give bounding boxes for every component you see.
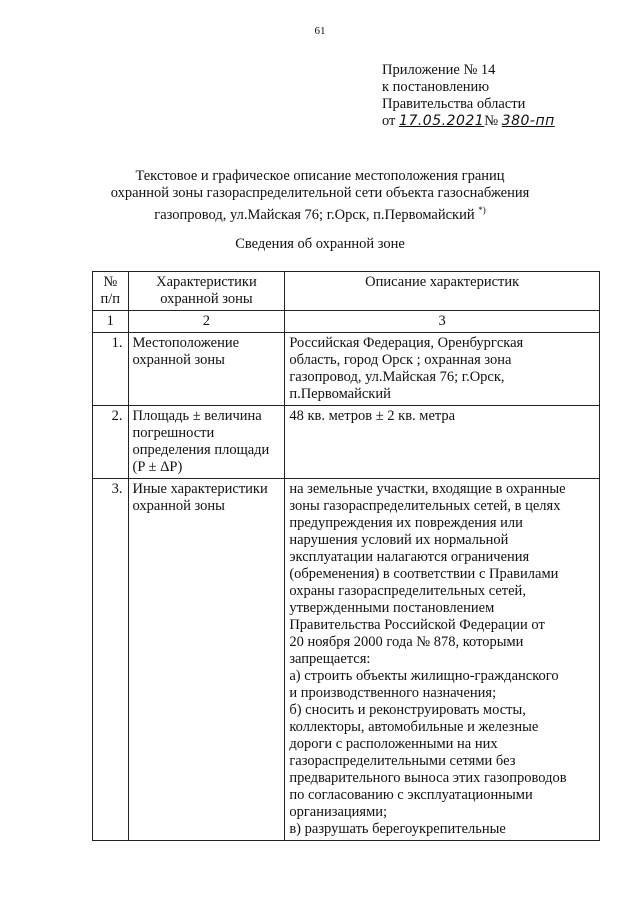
number-prefix: № <box>484 113 499 129</box>
row-description <box>285 406 600 479</box>
title-line-3: газопровод, ул.Майская 76; г.Орск, п.Первомайский <box>154 206 475 223</box>
description-line: организациями; <box>289 804 388 820</box>
header-characteristic: Характеристики охранной зоны <box>128 272 285 311</box>
row-characteristic: Местоположение охранной зоны <box>128 333 285 406</box>
row-characteristic: Площадь ± величина погрешности определения площади (P ± ΔP) <box>128 406 285 479</box>
description-line: газораспределительными сетями без <box>289 753 516 769</box>
description-line: эксплуатации налагаются ограничения <box>289 549 530 565</box>
description-line: Правительства Российской Федерации от <box>289 617 545 633</box>
description-line: и производственного назначения; <box>289 685 497 701</box>
column-number-3: 3 <box>285 311 600 333</box>
description-line: 48 кв. метров ± 2 кв. метра <box>289 408 456 424</box>
protection-zone-table <box>92 271 600 841</box>
handwritten-number: 380-пп <box>501 113 555 129</box>
table-row <box>93 333 600 406</box>
description-line: утвержденными постановлением <box>289 600 495 616</box>
description-line: нарушения условий их нормальной <box>289 532 509 548</box>
row-description <box>285 333 600 406</box>
description-line: предварительного выноса этих газопроводов <box>289 770 567 786</box>
description-line: газопровод, ул.Майская 76; г.Орск, <box>289 369 505 385</box>
row-number: 3. <box>93 479 129 841</box>
appendix-line-1: Приложение № 14 <box>382 62 496 78</box>
column-numbers-row <box>93 311 600 333</box>
description-line: в) разрушать берегоукрепительные <box>289 821 506 837</box>
title-line-3-wrapper <box>60 202 580 224</box>
table-header-row <box>93 272 600 311</box>
title-line-1: Текстовое и графическое описание местоположения границ <box>135 168 505 184</box>
page-number: 61 <box>314 25 326 37</box>
appendix-date-line <box>382 113 612 130</box>
date-prefix: от <box>382 113 396 129</box>
description-line: запрещается: <box>289 651 371 667</box>
header-number: № п/п <box>93 272 129 311</box>
row-number: 2. <box>93 406 129 479</box>
handwritten-date: 17.05.2021 <box>399 113 485 129</box>
appendix-line-3: Правительства области <box>382 96 526 112</box>
row-number: 1. <box>93 333 129 406</box>
description-line: охраны газораспределительных сетей, <box>289 583 526 599</box>
section-title: Сведения об охранной зоне <box>235 236 405 252</box>
row-description <box>285 479 600 841</box>
column-number-2: 2 <box>128 311 285 333</box>
description-line: Российская Федерация, Оренбургская <box>289 335 524 351</box>
description-line: зоны газораспределительных сетей, в целях <box>289 498 561 514</box>
description-line: область, город Орск ; охранная зона <box>289 352 512 368</box>
description-line: б) сносить и реконструировать мосты, <box>289 702 526 718</box>
row-characteristic: Иные характеристики охранной зоны <box>128 479 285 841</box>
description-line: (обременения) в соответствии с Правилами <box>289 566 559 582</box>
description-line: на земельные участки, входящие в охранные <box>289 481 566 497</box>
description-line: по согласованию с эксплуатационными <box>289 787 533 803</box>
title-line-2: охранной зоны газораспределительной сети объекта газоснабжения <box>110 185 530 201</box>
appendix-header <box>382 62 612 130</box>
header-description: Описание характеристик <box>285 272 600 311</box>
description-line: коллекторы, автомобильные и железные <box>289 719 539 735</box>
table-row <box>93 406 600 479</box>
table-row <box>93 479 600 841</box>
description-line: п.Первомайский <box>289 386 391 402</box>
appendix-line-2: к постановлению <box>382 79 490 95</box>
description-line: а) строить объекты жилищно-гражданского <box>289 668 559 684</box>
description-line: 20 ноября 2000 года № 878, которыми <box>289 634 524 650</box>
description-line: дороги с расположенными на них <box>289 736 498 752</box>
description-line: предупреждения их повреждения или <box>289 515 523 531</box>
column-number-1: 1 <box>93 311 129 333</box>
footnote-mark: *) <box>478 205 486 215</box>
document-title <box>60 168 580 224</box>
